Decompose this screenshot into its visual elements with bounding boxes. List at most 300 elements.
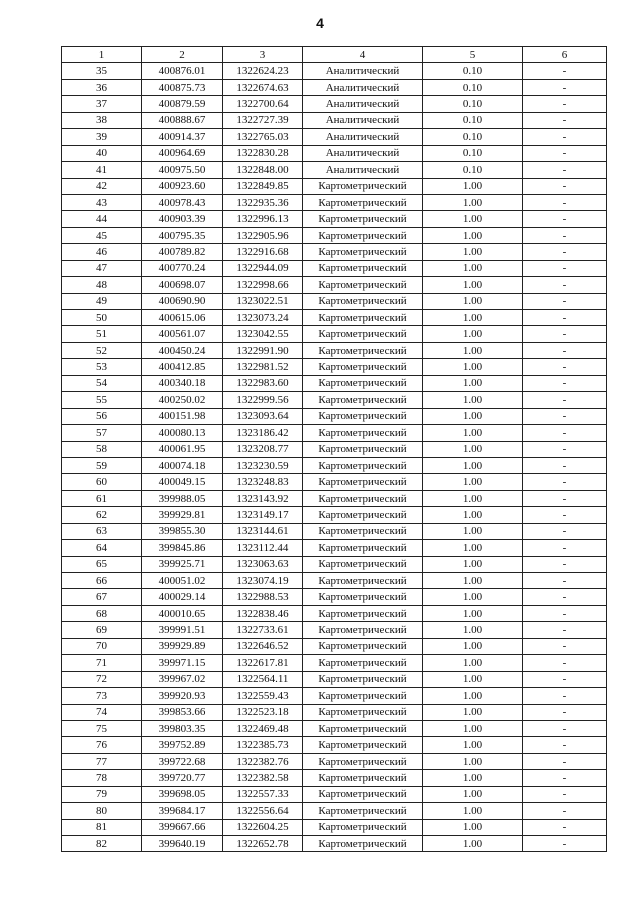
method-cell: Картометрический	[303, 704, 423, 720]
table-row	[62, 671, 607, 687]
method-cell: Картометрический	[303, 671, 423, 687]
table-row	[62, 720, 607, 736]
x-coordinate-cell: 399929.89	[142, 638, 223, 654]
column-header: 2	[142, 47, 223, 63]
table-row	[62, 260, 607, 276]
x-coordinate-cell: 399698.05	[142, 786, 223, 802]
x-coordinate-cell: 399920.93	[142, 688, 223, 704]
y-coordinate-cell: 1323093.64	[223, 408, 303, 424]
x-coordinate-cell: 400903.39	[142, 211, 223, 227]
note-cell: -	[523, 79, 607, 95]
point-number-cell: 39	[62, 129, 142, 145]
x-coordinate-cell: 400049.15	[142, 474, 223, 490]
note-cell: -	[523, 441, 607, 457]
y-coordinate-cell: 1323112.44	[223, 540, 303, 556]
x-coordinate-cell: 400879.59	[142, 96, 223, 112]
x-coordinate-cell: 399988.05	[142, 490, 223, 506]
method-cell: Аналитический	[303, 79, 423, 95]
point-number-cell: 78	[62, 770, 142, 786]
method-cell: Картометрический	[303, 425, 423, 441]
method-cell: Картометрический	[303, 408, 423, 424]
note-cell: -	[523, 408, 607, 424]
accuracy-cell: 1.00	[423, 638, 523, 654]
x-coordinate-cell: 400412.85	[142, 359, 223, 375]
method-cell: Картометрический	[303, 211, 423, 227]
method-cell: Аналитический	[303, 112, 423, 128]
x-coordinate-cell: 399803.35	[142, 720, 223, 736]
accuracy-cell: 1.00	[423, 342, 523, 358]
accuracy-cell: 1.00	[423, 293, 523, 309]
x-coordinate-cell: 399971.15	[142, 655, 223, 671]
table-row	[62, 622, 607, 638]
x-coordinate-cell: 400875.73	[142, 79, 223, 95]
method-cell: Картометрический	[303, 540, 423, 556]
x-coordinate-cell: 399684.17	[142, 803, 223, 819]
table-row	[62, 96, 607, 112]
table-row	[62, 293, 607, 309]
x-coordinate-cell: 400914.37	[142, 129, 223, 145]
note-cell: -	[523, 162, 607, 178]
accuracy-cell: 1.00	[423, 194, 523, 210]
method-cell: Картометрический	[303, 523, 423, 539]
method-cell: Картометрический	[303, 589, 423, 605]
method-cell: Картометрический	[303, 342, 423, 358]
note-cell: -	[523, 310, 607, 326]
point-number-cell: 77	[62, 753, 142, 769]
column-header: 4	[303, 47, 423, 63]
accuracy-cell: 1.00	[423, 540, 523, 556]
note-cell: -	[523, 655, 607, 671]
method-cell: Картометрический	[303, 457, 423, 473]
point-number-cell: 73	[62, 688, 142, 704]
point-number-cell: 68	[62, 605, 142, 621]
note-cell: -	[523, 622, 607, 638]
accuracy-cell: 1.00	[423, 227, 523, 243]
method-cell: Картометрический	[303, 194, 423, 210]
table-row	[62, 277, 607, 293]
accuracy-cell: 1.00	[423, 260, 523, 276]
table-row	[62, 359, 607, 375]
note-cell: -	[523, 803, 607, 819]
table-row	[62, 227, 607, 243]
x-coordinate-cell: 400789.82	[142, 244, 223, 260]
table-row	[62, 556, 607, 572]
note-cell: -	[523, 770, 607, 786]
x-coordinate-cell: 399855.30	[142, 523, 223, 539]
y-coordinate-cell: 1322905.96	[223, 227, 303, 243]
y-coordinate-cell: 1322469.48	[223, 720, 303, 736]
accuracy-cell: 1.00	[423, 474, 523, 490]
accuracy-cell: 1.00	[423, 605, 523, 621]
note-cell: -	[523, 129, 607, 145]
accuracy-cell: 0.10	[423, 129, 523, 145]
accuracy-cell: 1.00	[423, 753, 523, 769]
y-coordinate-cell: 1322523.18	[223, 704, 303, 720]
table-row	[62, 79, 607, 95]
table-row	[62, 310, 607, 326]
note-cell: -	[523, 326, 607, 342]
method-cell: Картометрический	[303, 375, 423, 391]
y-coordinate-cell: 1322944.09	[223, 260, 303, 276]
note-cell: -	[523, 194, 607, 210]
accuracy-cell: 1.00	[423, 556, 523, 572]
x-coordinate-cell: 399853.66	[142, 704, 223, 720]
y-coordinate-cell: 1322848.00	[223, 162, 303, 178]
y-coordinate-cell: 1322765.03	[223, 129, 303, 145]
y-coordinate-cell: 1322382.76	[223, 753, 303, 769]
column-header: 6	[523, 47, 607, 63]
accuracy-cell: 1.00	[423, 359, 523, 375]
table-row	[62, 655, 607, 671]
table-row	[62, 605, 607, 621]
point-number-cell: 57	[62, 425, 142, 441]
point-number-cell: 47	[62, 260, 142, 276]
point-number-cell: 62	[62, 507, 142, 523]
note-cell: -	[523, 737, 607, 753]
method-cell: Картометрический	[303, 573, 423, 589]
x-coordinate-cell: 400074.18	[142, 457, 223, 473]
point-number-cell: 64	[62, 540, 142, 556]
accuracy-cell: 1.00	[423, 720, 523, 736]
point-number-cell: 82	[62, 836, 142, 852]
y-coordinate-cell: 1322838.46	[223, 605, 303, 621]
table-row	[62, 589, 607, 605]
table-row	[62, 112, 607, 128]
table-row	[62, 803, 607, 819]
y-coordinate-cell: 1323230.59	[223, 457, 303, 473]
note-cell: -	[523, 392, 607, 408]
table-row	[62, 129, 607, 145]
note-cell: -	[523, 359, 607, 375]
x-coordinate-cell: 400450.24	[142, 342, 223, 358]
point-number-cell: 71	[62, 655, 142, 671]
note-cell: -	[523, 178, 607, 194]
x-coordinate-cell: 400923.60	[142, 178, 223, 194]
y-coordinate-cell: 1322652.78	[223, 836, 303, 852]
note-cell: -	[523, 112, 607, 128]
x-coordinate-cell: 399722.68	[142, 753, 223, 769]
table-row	[62, 342, 607, 358]
point-number-cell: 50	[62, 310, 142, 326]
y-coordinate-cell: 1322998.66	[223, 277, 303, 293]
point-number-cell: 69	[62, 622, 142, 638]
accuracy-cell: 1.00	[423, 622, 523, 638]
accuracy-cell: 1.00	[423, 392, 523, 408]
point-number-cell: 72	[62, 671, 142, 687]
note-cell: -	[523, 753, 607, 769]
table-body	[62, 63, 607, 852]
point-number-cell: 41	[62, 162, 142, 178]
note-cell: -	[523, 819, 607, 835]
method-cell: Аналитический	[303, 129, 423, 145]
x-coordinate-cell: 399845.86	[142, 540, 223, 556]
method-cell: Аналитический	[303, 63, 423, 79]
y-coordinate-cell: 1322559.43	[223, 688, 303, 704]
table-header-row	[62, 47, 607, 63]
y-coordinate-cell: 1322646.52	[223, 638, 303, 654]
y-coordinate-cell: 1323022.51	[223, 293, 303, 309]
point-number-cell: 35	[62, 63, 142, 79]
method-cell: Картометрический	[303, 720, 423, 736]
point-number-cell: 46	[62, 244, 142, 260]
x-coordinate-cell: 400340.18	[142, 375, 223, 391]
x-coordinate-cell: 400975.50	[142, 162, 223, 178]
method-cell: Картометрический	[303, 556, 423, 572]
point-number-cell: 54	[62, 375, 142, 391]
table-row	[62, 836, 607, 852]
method-cell: Картометрический	[303, 441, 423, 457]
table-row	[62, 540, 607, 556]
note-cell: -	[523, 786, 607, 802]
table-row	[62, 753, 607, 769]
table-row	[62, 441, 607, 457]
accuracy-cell: 1.00	[423, 819, 523, 835]
method-cell: Картометрический	[303, 244, 423, 260]
point-number-cell: 56	[62, 408, 142, 424]
accuracy-cell: 1.00	[423, 786, 523, 802]
table-row	[62, 178, 607, 194]
method-cell: Картометрический	[303, 293, 423, 309]
table-row	[62, 162, 607, 178]
point-number-cell: 43	[62, 194, 142, 210]
note-cell: -	[523, 260, 607, 276]
method-cell: Картометрический	[303, 277, 423, 293]
y-coordinate-cell: 1323074.19	[223, 573, 303, 589]
table-row	[62, 392, 607, 408]
point-number-cell: 79	[62, 786, 142, 802]
x-coordinate-cell: 400964.69	[142, 145, 223, 161]
table-row	[62, 63, 607, 79]
point-number-cell: 74	[62, 704, 142, 720]
y-coordinate-cell: 1323186.42	[223, 425, 303, 441]
accuracy-cell: 1.00	[423, 425, 523, 441]
y-coordinate-cell: 1322556.64	[223, 803, 303, 819]
note-cell: -	[523, 375, 607, 391]
y-coordinate-cell: 1323063.63	[223, 556, 303, 572]
method-cell: Картометрический	[303, 507, 423, 523]
accuracy-cell: 1.00	[423, 836, 523, 852]
x-coordinate-cell: 400888.67	[142, 112, 223, 128]
point-number-cell: 58	[62, 441, 142, 457]
note-cell: -	[523, 573, 607, 589]
accuracy-cell: 1.00	[423, 507, 523, 523]
table-row	[62, 145, 607, 161]
note-cell: -	[523, 63, 607, 79]
method-cell: Картометрический	[303, 836, 423, 852]
y-coordinate-cell: 1322604.25	[223, 819, 303, 835]
point-number-cell: 76	[62, 737, 142, 753]
y-coordinate-cell: 1322830.28	[223, 145, 303, 161]
note-cell: -	[523, 227, 607, 243]
x-coordinate-cell: 399967.02	[142, 671, 223, 687]
y-coordinate-cell: 1322988.53	[223, 589, 303, 605]
accuracy-cell: 1.00	[423, 671, 523, 687]
table-row	[62, 425, 607, 441]
note-cell: -	[523, 507, 607, 523]
y-coordinate-cell: 1323248.83	[223, 474, 303, 490]
table-row	[62, 523, 607, 539]
table-row	[62, 194, 607, 210]
note-cell: -	[523, 474, 607, 490]
x-coordinate-cell: 399925.71	[142, 556, 223, 572]
method-cell: Картометрический	[303, 227, 423, 243]
x-coordinate-cell: 400010.65	[142, 605, 223, 621]
table-row	[62, 688, 607, 704]
x-coordinate-cell: 400151.98	[142, 408, 223, 424]
note-cell: -	[523, 671, 607, 687]
table-row	[62, 704, 607, 720]
method-cell: Аналитический	[303, 145, 423, 161]
note-cell: -	[523, 638, 607, 654]
y-coordinate-cell: 1322991.90	[223, 342, 303, 358]
point-number-cell: 81	[62, 819, 142, 835]
method-cell: Картометрический	[303, 392, 423, 408]
point-number-cell: 55	[62, 392, 142, 408]
table-row	[62, 326, 607, 342]
table-row	[62, 211, 607, 227]
note-cell: -	[523, 490, 607, 506]
accuracy-cell: 0.10	[423, 79, 523, 95]
y-coordinate-cell: 1322617.81	[223, 655, 303, 671]
accuracy-cell: 1.00	[423, 211, 523, 227]
note-cell: -	[523, 96, 607, 112]
point-number-cell: 40	[62, 145, 142, 161]
point-number-cell: 75	[62, 720, 142, 736]
column-header: 1	[62, 47, 142, 63]
table-row	[62, 244, 607, 260]
y-coordinate-cell: 1322935.36	[223, 194, 303, 210]
point-number-cell: 45	[62, 227, 142, 243]
x-coordinate-cell: 399752.89	[142, 737, 223, 753]
x-coordinate-cell: 400690.90	[142, 293, 223, 309]
accuracy-cell: 1.00	[423, 770, 523, 786]
table-row	[62, 638, 607, 654]
point-number-cell: 38	[62, 112, 142, 128]
point-number-cell: 53	[62, 359, 142, 375]
y-coordinate-cell: 1322733.61	[223, 622, 303, 638]
accuracy-cell: 1.00	[423, 688, 523, 704]
x-coordinate-cell: 400080.13	[142, 425, 223, 441]
y-coordinate-cell: 1322564.11	[223, 671, 303, 687]
method-cell: Картометрический	[303, 474, 423, 490]
method-cell: Картометрический	[303, 622, 423, 638]
y-coordinate-cell: 1322727.39	[223, 112, 303, 128]
y-coordinate-cell: 1322385.73	[223, 737, 303, 753]
x-coordinate-cell: 400698.07	[142, 277, 223, 293]
note-cell: -	[523, 211, 607, 227]
point-number-cell: 36	[62, 79, 142, 95]
note-cell: -	[523, 145, 607, 161]
note-cell: -	[523, 425, 607, 441]
point-number-cell: 66	[62, 573, 142, 589]
accuracy-cell: 1.00	[423, 490, 523, 506]
accuracy-cell: 1.00	[423, 326, 523, 342]
accuracy-cell: 0.10	[423, 162, 523, 178]
method-cell: Картометрический	[303, 737, 423, 753]
y-coordinate-cell: 1323143.92	[223, 490, 303, 506]
note-cell: -	[523, 277, 607, 293]
x-coordinate-cell: 399667.66	[142, 819, 223, 835]
method-cell: Картометрический	[303, 688, 423, 704]
method-cell: Картометрический	[303, 490, 423, 506]
method-cell: Картометрический	[303, 803, 423, 819]
point-number-cell: 61	[62, 490, 142, 506]
accuracy-cell: 1.00	[423, 310, 523, 326]
method-cell: Картометрический	[303, 260, 423, 276]
x-coordinate-cell: 400615.06	[142, 310, 223, 326]
point-number-cell: 67	[62, 589, 142, 605]
x-coordinate-cell: 400029.14	[142, 589, 223, 605]
x-coordinate-cell: 400795.35	[142, 227, 223, 243]
point-number-cell: 65	[62, 556, 142, 572]
y-coordinate-cell: 1322996.13	[223, 211, 303, 227]
accuracy-cell: 1.00	[423, 277, 523, 293]
accuracy-cell: 0.10	[423, 112, 523, 128]
column-header: 3	[223, 47, 303, 63]
point-number-cell: 70	[62, 638, 142, 654]
x-coordinate-cell: 399929.81	[142, 507, 223, 523]
method-cell: Картометрический	[303, 786, 423, 802]
method-cell: Картометрический	[303, 770, 423, 786]
method-cell: Картометрический	[303, 655, 423, 671]
column-header: 5	[423, 47, 523, 63]
point-number-cell: 42	[62, 178, 142, 194]
table-row	[62, 786, 607, 802]
note-cell: -	[523, 293, 607, 309]
point-number-cell: 37	[62, 96, 142, 112]
method-cell: Картометрический	[303, 753, 423, 769]
x-coordinate-cell: 400978.43	[142, 194, 223, 210]
accuracy-cell: 0.10	[423, 145, 523, 161]
note-cell: -	[523, 605, 607, 621]
accuracy-cell: 1.00	[423, 178, 523, 194]
accuracy-cell: 1.00	[423, 523, 523, 539]
y-coordinate-cell: 1322674.63	[223, 79, 303, 95]
accuracy-cell: 1.00	[423, 655, 523, 671]
accuracy-cell: 1.00	[423, 573, 523, 589]
method-cell: Картометрический	[303, 605, 423, 621]
accuracy-cell: 1.00	[423, 375, 523, 391]
y-coordinate-cell: 1322382.58	[223, 770, 303, 786]
point-number-cell: 48	[62, 277, 142, 293]
x-coordinate-cell: 400561.07	[142, 326, 223, 342]
accuracy-cell: 1.00	[423, 589, 523, 605]
method-cell: Картометрический	[303, 310, 423, 326]
y-coordinate-cell: 1322557.33	[223, 786, 303, 802]
point-number-cell: 59	[62, 457, 142, 473]
point-number-cell: 63	[62, 523, 142, 539]
x-coordinate-cell: 399640.19	[142, 836, 223, 852]
note-cell: -	[523, 523, 607, 539]
note-cell: -	[523, 589, 607, 605]
method-cell: Картометрический	[303, 638, 423, 654]
y-coordinate-cell: 1322624.23	[223, 63, 303, 79]
note-cell: -	[523, 556, 607, 572]
note-cell: -	[523, 342, 607, 358]
method-cell: Картометрический	[303, 359, 423, 375]
x-coordinate-cell: 400876.01	[142, 63, 223, 79]
table-row	[62, 408, 607, 424]
table-row	[62, 737, 607, 753]
page-number: 4	[316, 15, 324, 31]
x-coordinate-cell: 399720.77	[142, 770, 223, 786]
table-row	[62, 819, 607, 835]
note-cell: -	[523, 720, 607, 736]
note-cell: -	[523, 704, 607, 720]
y-coordinate-cell: 1322999.56	[223, 392, 303, 408]
x-coordinate-cell: 400770.24	[142, 260, 223, 276]
note-cell: -	[523, 688, 607, 704]
